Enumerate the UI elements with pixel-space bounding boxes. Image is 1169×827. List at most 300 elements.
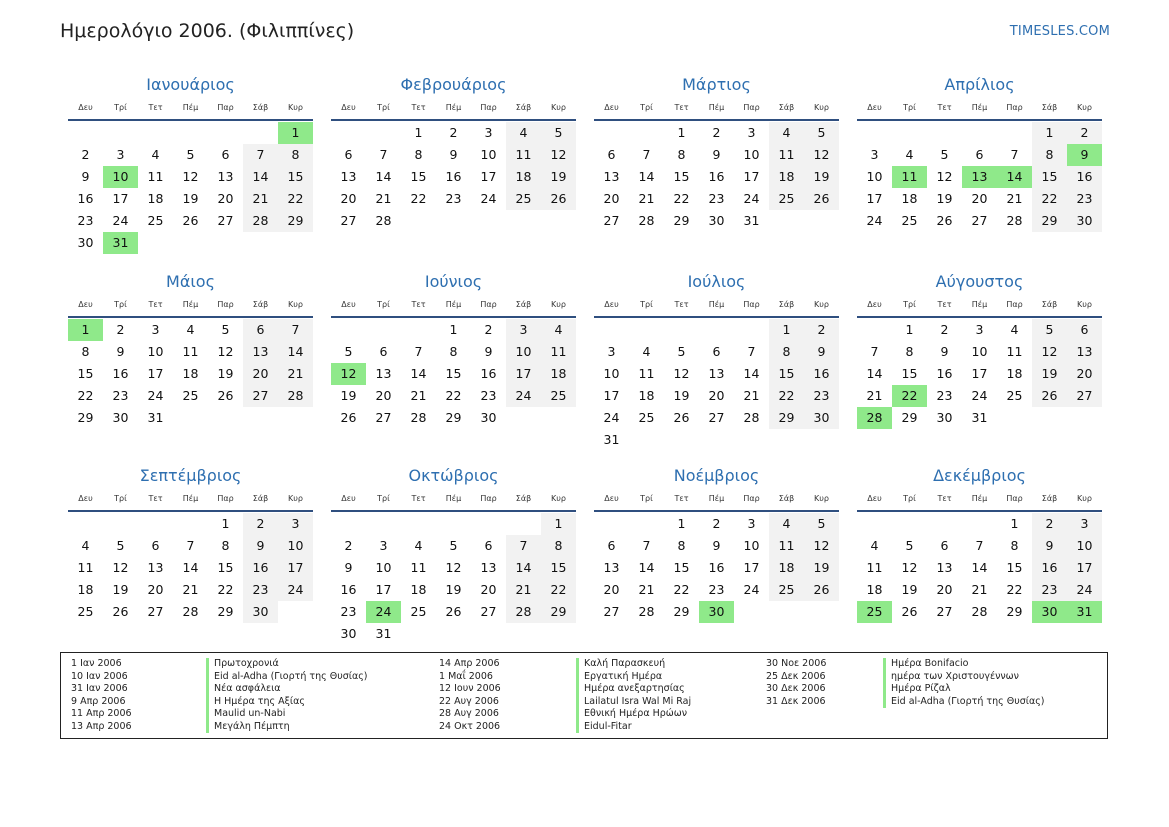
day-cell[interactable]: 12 [445, 560, 462, 575]
day-cell[interactable]: 28 [743, 410, 760, 425]
day-cell[interactable]: 15 [673, 169, 690, 184]
day-cell[interactable]: 22 [541, 579, 576, 601]
day-cell[interactable]: 16 [1032, 557, 1067, 579]
day-cell[interactable]: 5 [116, 538, 125, 553]
day-cell[interactable]: 15 [901, 366, 918, 381]
day-cell[interactable]: 26 [804, 188, 839, 210]
day-cell[interactable]: 30 [77, 235, 94, 250]
day-cell[interactable]: 28 [243, 210, 278, 232]
day-cell[interactable]: 7 [975, 538, 984, 553]
day-cell[interactable]: 11 [147, 169, 164, 184]
day-cell[interactable]: 25 [506, 188, 541, 210]
day-cell[interactable]: 19 [340, 388, 357, 403]
day-cell[interactable]: 16 [77, 191, 94, 206]
day-cell[interactable]: 23 [708, 582, 725, 597]
day-cell[interactable]: 25 [541, 385, 576, 407]
day-cell[interactable]: 21 [375, 191, 392, 206]
day-cell[interactable]: 29 [217, 604, 234, 619]
day-cell[interactable]: 18 [769, 557, 804, 579]
day-cell[interactable]: 1 [1032, 122, 1067, 144]
day-cell[interactable]: 19 [217, 366, 234, 381]
day-cell[interactable]: 27 [243, 385, 278, 407]
day-cell[interactable]: 8 [221, 538, 230, 553]
holiday-day-cell[interactable]: 22 [892, 385, 927, 407]
day-cell[interactable]: 5 [677, 344, 686, 359]
day-cell[interactable]: 12 [936, 169, 953, 184]
day-cell[interactable]: 27 [340, 213, 357, 228]
day-cell[interactable]: 10 [743, 147, 760, 162]
day-cell[interactable]: 21 [638, 582, 655, 597]
day-cell[interactable]: 27 [708, 410, 725, 425]
day-cell[interactable]: 13 [147, 560, 164, 575]
day-cell[interactable]: 3 [484, 125, 493, 140]
day-cell[interactable]: 10 [506, 341, 541, 363]
day-cell[interactable]: 5 [804, 513, 839, 535]
day-cell[interactable]: 23 [445, 191, 462, 206]
day-cell[interactable]: 7 [379, 147, 388, 162]
day-cell[interactable]: 20 [1067, 363, 1102, 385]
day-cell[interactable]: 7 [414, 344, 423, 359]
day-cell[interactable]: 17 [971, 366, 988, 381]
day-cell[interactable]: 9 [81, 169, 90, 184]
day-cell[interactable]: 10 [278, 535, 313, 557]
day-cell[interactable]: 11 [1006, 344, 1023, 359]
holiday-day-cell[interactable]: 28 [857, 407, 892, 429]
day-cell[interactable]: 11 [410, 560, 427, 575]
day-cell[interactable]: 6 [940, 538, 949, 553]
day-cell[interactable]: 6 [1067, 319, 1102, 341]
day-cell[interactable]: 8 [414, 147, 423, 162]
day-cell[interactable]: 14 [278, 341, 313, 363]
day-cell[interactable]: 24 [971, 388, 988, 403]
day-cell[interactable]: 17 [147, 366, 164, 381]
day-cell[interactable]: 13 [480, 560, 497, 575]
day-cell[interactable]: 15 [217, 560, 234, 575]
day-cell[interactable]: 29 [769, 407, 804, 429]
holiday-day-cell[interactable]: 1 [278, 122, 313, 144]
day-cell[interactable]: 24 [480, 191, 497, 206]
day-cell[interactable]: 22 [673, 582, 690, 597]
day-cell[interactable]: 26 [112, 604, 129, 619]
day-cell[interactable]: 8 [1010, 538, 1019, 553]
day-cell[interactable]: 31 [971, 410, 988, 425]
day-cell[interactable]: 8 [677, 147, 686, 162]
day-cell[interactable]: 15 [77, 366, 94, 381]
day-cell[interactable]: 15 [673, 560, 690, 575]
day-cell[interactable]: 13 [1067, 341, 1102, 363]
day-cell[interactable]: 23 [480, 388, 497, 403]
day-cell[interactable]: 4 [1010, 322, 1019, 337]
day-cell[interactable]: 20 [147, 582, 164, 597]
day-cell[interactable]: 30 [936, 410, 953, 425]
day-cell[interactable]: 4 [905, 147, 914, 162]
day-cell[interactable]: 4 [769, 513, 804, 535]
day-cell[interactable]: 16 [1067, 166, 1102, 188]
day-cell[interactable]: 12 [112, 560, 129, 575]
day-cell[interactable]: 25 [182, 388, 199, 403]
day-cell[interactable]: 29 [673, 213, 690, 228]
holiday-day-cell[interactable]: 11 [892, 166, 927, 188]
day-cell[interactable]: 18 [410, 582, 427, 597]
day-cell[interactable]: 16 [112, 366, 129, 381]
day-cell[interactable]: 5 [541, 122, 576, 144]
day-cell[interactable]: 27 [603, 604, 620, 619]
day-cell[interactable]: 6 [151, 538, 160, 553]
day-cell[interactable]: 4 [642, 344, 651, 359]
day-cell[interactable]: 30 [480, 410, 497, 425]
day-cell[interactable]: 6 [379, 344, 388, 359]
day-cell[interactable]: 14 [410, 366, 427, 381]
day-cell[interactable]: 28 [971, 604, 988, 619]
day-cell[interactable]: 20 [480, 582, 497, 597]
day-cell[interactable]: 7 [186, 538, 195, 553]
day-cell[interactable]: 14 [506, 557, 541, 579]
day-cell[interactable]: 11 [769, 144, 804, 166]
day-cell[interactable]: 27 [603, 213, 620, 228]
day-cell[interactable]: 2 [1067, 122, 1102, 144]
day-cell[interactable]: 20 [217, 191, 234, 206]
day-cell[interactable]: 18 [866, 582, 883, 597]
day-cell[interactable]: 20 [708, 388, 725, 403]
day-cell[interactable]: 21 [638, 191, 655, 206]
day-cell[interactable]: 13 [936, 560, 953, 575]
day-cell[interactable]: 3 [975, 322, 984, 337]
day-cell[interactable]: 19 [1032, 363, 1067, 385]
day-cell[interactable]: 7 [642, 538, 651, 553]
day-cell[interactable]: 25 [1006, 388, 1023, 403]
day-cell[interactable]: 26 [541, 188, 576, 210]
day-cell[interactable]: 23 [1032, 579, 1067, 601]
day-cell[interactable]: 25 [410, 604, 427, 619]
day-cell[interactable]: 4 [151, 147, 160, 162]
day-cell[interactable]: 26 [901, 604, 918, 619]
day-cell[interactable]: 4 [870, 538, 879, 553]
day-cell[interactable]: 19 [112, 582, 129, 597]
day-cell[interactable]: 25 [638, 410, 655, 425]
day-cell[interactable]: 26 [936, 213, 953, 228]
day-cell[interactable]: 28 [278, 385, 313, 407]
day-cell[interactable]: 3 [607, 344, 616, 359]
day-cell[interactable]: 12 [804, 535, 839, 557]
day-cell[interactable]: 7 [1010, 147, 1019, 162]
day-cell[interactable]: 19 [936, 191, 953, 206]
day-cell[interactable]: 22 [410, 191, 427, 206]
day-cell[interactable]: 2 [804, 319, 839, 341]
day-cell[interactable]: 10 [866, 169, 883, 184]
day-cell[interactable]: 3 [116, 147, 125, 162]
day-cell[interactable]: 4 [186, 322, 195, 337]
day-cell[interactable]: 25 [77, 604, 94, 619]
day-cell[interactable]: 18 [77, 582, 94, 597]
day-cell[interactable]: 20 [375, 388, 392, 403]
day-cell[interactable]: 16 [340, 582, 357, 597]
site-link[interactable]: TIMESLES.COM [1009, 24, 1110, 39]
day-cell[interactable]: 14 [243, 166, 278, 188]
day-cell[interactable]: 13 [340, 169, 357, 184]
day-cell[interactable]: 22 [673, 191, 690, 206]
day-cell[interactable]: 18 [506, 166, 541, 188]
day-cell[interactable]: 22 [1032, 188, 1067, 210]
day-cell[interactable]: 27 [375, 410, 392, 425]
day-cell[interactable]: 1 [905, 322, 914, 337]
day-cell[interactable]: 30 [112, 410, 129, 425]
day-cell[interactable]: 10 [147, 344, 164, 359]
day-cell[interactable]: 17 [278, 557, 313, 579]
day-cell[interactable]: 18 [638, 388, 655, 403]
day-cell[interactable]: 10 [480, 147, 497, 162]
day-cell[interactable]: 19 [804, 166, 839, 188]
day-cell[interactable]: 10 [375, 560, 392, 575]
day-cell[interactable]: 20 [936, 582, 953, 597]
day-cell[interactable]: 17 [743, 560, 760, 575]
day-cell[interactable]: 27 [971, 213, 988, 228]
holiday-day-cell[interactable]: 30 [1032, 601, 1067, 623]
day-cell[interactable]: 9 [712, 147, 721, 162]
day-cell[interactable]: 6 [607, 147, 616, 162]
day-cell[interactable]: 7 [243, 144, 278, 166]
day-cell[interactable]: 6 [344, 147, 353, 162]
day-cell[interactable]: 20 [971, 191, 988, 206]
day-cell[interactable]: 6 [221, 147, 230, 162]
day-cell[interactable]: 23 [77, 213, 94, 228]
day-cell[interactable]: 29 [901, 410, 918, 425]
day-cell[interactable]: 1 [677, 125, 686, 140]
day-cell[interactable]: 15 [1032, 166, 1067, 188]
day-cell[interactable]: 16 [936, 366, 953, 381]
day-cell[interactable]: 19 [673, 388, 690, 403]
day-cell[interactable]: 26 [673, 410, 690, 425]
holiday-day-cell[interactable]: 24 [366, 601, 401, 623]
day-cell[interactable]: 29 [77, 410, 94, 425]
day-cell[interactable]: 17 [603, 388, 620, 403]
day-cell[interactable]: 12 [901, 560, 918, 575]
day-cell[interactable]: 11 [866, 560, 883, 575]
day-cell[interactable]: 5 [221, 322, 230, 337]
day-cell[interactable]: 22 [769, 385, 804, 407]
day-cell[interactable]: 13 [708, 366, 725, 381]
day-cell[interactable]: 17 [743, 169, 760, 184]
day-cell[interactable]: 9 [484, 344, 493, 359]
day-cell[interactable]: 22 [278, 188, 313, 210]
day-cell[interactable]: 21 [182, 582, 199, 597]
day-cell[interactable]: 16 [445, 169, 462, 184]
day-cell[interactable]: 23 [243, 579, 278, 601]
day-cell[interactable]: 13 [603, 169, 620, 184]
day-cell[interactable]: 9 [1032, 535, 1067, 557]
day-cell[interactable]: 21 [506, 579, 541, 601]
holiday-day-cell[interactable]: 13 [962, 166, 997, 188]
day-cell[interactable]: 5 [449, 538, 458, 553]
day-cell[interactable]: 20 [603, 582, 620, 597]
day-cell[interactable]: 9 [940, 344, 949, 359]
day-cell[interactable]: 11 [541, 341, 576, 363]
day-cell[interactable]: 16 [708, 169, 725, 184]
day-cell[interactable]: 14 [866, 366, 883, 381]
day-cell[interactable]: 6 [484, 538, 493, 553]
day-cell[interactable]: 17 [1067, 557, 1102, 579]
day-cell[interactable]: 28 [638, 604, 655, 619]
day-cell[interactable]: 21 [278, 363, 313, 385]
day-cell[interactable]: 19 [445, 582, 462, 597]
day-cell[interactable]: 16 [480, 366, 497, 381]
day-cell[interactable]: 1 [677, 516, 686, 531]
day-cell[interactable]: 31 [375, 626, 392, 641]
holiday-day-cell[interactable]: 1 [68, 319, 103, 341]
holiday-day-cell[interactable]: 9 [1067, 144, 1102, 166]
day-cell[interactable]: 10 [971, 344, 988, 359]
day-cell[interactable]: 5 [940, 147, 949, 162]
day-cell[interactable]: 10 [1067, 535, 1102, 557]
day-cell[interactable]: 9 [116, 344, 125, 359]
day-cell[interactable]: 31 [147, 410, 164, 425]
day-cell[interactable]: 29 [1006, 604, 1023, 619]
holiday-day-cell[interactable]: 10 [103, 166, 138, 188]
day-cell[interactable]: 19 [901, 582, 918, 597]
day-cell[interactable]: 29 [445, 410, 462, 425]
day-cell[interactable]: 26 [340, 410, 357, 425]
day-cell[interactable]: 11 [769, 535, 804, 557]
day-cell[interactable]: 27 [480, 604, 497, 619]
day-cell[interactable]: 30 [708, 213, 725, 228]
day-cell[interactable]: 5 [186, 147, 195, 162]
day-cell[interactable]: 28 [410, 410, 427, 425]
day-cell[interactable]: 1 [414, 125, 423, 140]
day-cell[interactable]: 18 [1006, 366, 1023, 381]
day-cell[interactable]: 15 [445, 366, 462, 381]
day-cell[interactable]: 7 [278, 319, 313, 341]
day-cell[interactable]: 30 [243, 601, 278, 623]
day-cell[interactable]: 23 [804, 385, 839, 407]
day-cell[interactable]: 24 [743, 582, 760, 597]
day-cell[interactable]: 8 [449, 344, 458, 359]
day-cell[interactable]: 7 [642, 147, 651, 162]
day-cell[interactable]: 22 [217, 582, 234, 597]
day-cell[interactable]: 23 [1067, 188, 1102, 210]
day-cell[interactable]: 7 [747, 344, 756, 359]
day-cell[interactable]: 29 [1032, 210, 1067, 232]
day-cell[interactable]: 8 [81, 344, 90, 359]
day-cell[interactable]: 7 [870, 344, 879, 359]
day-cell[interactable]: 21 [410, 388, 427, 403]
day-cell[interactable]: 1 [449, 322, 458, 337]
day-cell[interactable]: 4 [541, 319, 576, 341]
day-cell[interactable]: 3 [747, 125, 756, 140]
day-cell[interactable]: 8 [541, 535, 576, 557]
day-cell[interactable]: 20 [243, 363, 278, 385]
day-cell[interactable]: 8 [905, 344, 914, 359]
day-cell[interactable]: 12 [804, 144, 839, 166]
day-cell[interactable]: 3 [506, 319, 541, 341]
day-cell[interactable]: 15 [410, 169, 427, 184]
day-cell[interactable]: 31 [603, 432, 620, 447]
day-cell[interactable]: 13 [375, 366, 392, 381]
day-cell[interactable]: 24 [278, 579, 313, 601]
day-cell[interactable]: 2 [712, 516, 721, 531]
day-cell[interactable]: 13 [217, 169, 234, 184]
day-cell[interactable]: 24 [603, 410, 620, 425]
day-cell[interactable]: 18 [541, 363, 576, 385]
day-cell[interactable]: 14 [182, 560, 199, 575]
day-cell[interactable]: 21 [971, 582, 988, 597]
day-cell[interactable]: 27 [1067, 385, 1102, 407]
day-cell[interactable]: 2 [940, 322, 949, 337]
holiday-day-cell[interactable]: 31 [1067, 601, 1102, 623]
day-cell[interactable]: 2 [116, 322, 125, 337]
day-cell[interactable]: 14 [638, 560, 655, 575]
day-cell[interactable]: 11 [77, 560, 94, 575]
day-cell[interactable]: 16 [804, 363, 839, 385]
day-cell[interactable]: 26 [182, 213, 199, 228]
day-cell[interactable]: 4 [81, 538, 90, 553]
day-cell[interactable]: 21 [243, 188, 278, 210]
day-cell[interactable]: 26 [1032, 385, 1067, 407]
day-cell[interactable]: 24 [147, 388, 164, 403]
day-cell[interactable]: 23 [112, 388, 129, 403]
day-cell[interactable]: 14 [971, 560, 988, 575]
day-cell[interactable]: 18 [901, 191, 918, 206]
day-cell[interactable]: 9 [712, 538, 721, 553]
holiday-day-cell[interactable]: 14 [997, 166, 1032, 188]
day-cell[interactable]: 27 [147, 604, 164, 619]
day-cell[interactable]: 2 [81, 147, 90, 162]
day-cell[interactable]: 10 [743, 538, 760, 553]
day-cell[interactable]: 15 [278, 166, 313, 188]
day-cell[interactable]: 13 [603, 560, 620, 575]
day-cell[interactable]: 5 [344, 344, 353, 359]
day-cell[interactable]: 22 [1006, 582, 1023, 597]
day-cell[interactable]: 8 [769, 341, 804, 363]
day-cell[interactable]: 5 [804, 122, 839, 144]
day-cell[interactable]: 30 [804, 407, 839, 429]
day-cell[interactable]: 27 [217, 213, 234, 228]
day-cell[interactable]: 19 [804, 557, 839, 579]
day-cell[interactable]: 18 [182, 366, 199, 381]
day-cell[interactable]: 9 [449, 147, 458, 162]
day-cell[interactable]: 17 [480, 169, 497, 184]
day-cell[interactable]: 2 [449, 125, 458, 140]
day-cell[interactable]: 1 [1010, 516, 1019, 531]
day-cell[interactable]: 9 [243, 535, 278, 557]
day-cell[interactable]: 18 [769, 166, 804, 188]
day-cell[interactable]: 31 [743, 213, 760, 228]
day-cell[interactable]: 22 [77, 388, 94, 403]
day-cell[interactable]: 19 [182, 191, 199, 206]
holiday-day-cell[interactable]: 31 [103, 232, 138, 254]
day-cell[interactable]: 12 [182, 169, 199, 184]
day-cell[interactable]: 28 [182, 604, 199, 619]
day-cell[interactable]: 19 [541, 166, 576, 188]
day-cell[interactable]: 12 [1032, 341, 1067, 363]
day-cell[interactable]: 27 [936, 604, 953, 619]
day-cell[interactable]: 25 [901, 213, 918, 228]
day-cell[interactable]: 12 [673, 366, 690, 381]
day-cell[interactable]: 7 [506, 535, 541, 557]
day-cell[interactable]: 5 [1032, 319, 1067, 341]
day-cell[interactable]: 29 [278, 210, 313, 232]
day-cell[interactable]: 3 [747, 516, 756, 531]
day-cell[interactable]: 28 [1006, 213, 1023, 228]
day-cell[interactable]: 20 [603, 191, 620, 206]
day-cell[interactable]: 3 [870, 147, 879, 162]
day-cell[interactable]: 8 [278, 144, 313, 166]
day-cell[interactable]: 14 [743, 366, 760, 381]
day-cell[interactable]: 17 [866, 191, 883, 206]
day-cell[interactable]: 15 [769, 363, 804, 385]
day-cell[interactable]: 26 [804, 579, 839, 601]
day-cell[interactable]: 2 [484, 322, 493, 337]
day-cell[interactable]: 6 [243, 319, 278, 341]
day-cell[interactable]: 10 [603, 366, 620, 381]
